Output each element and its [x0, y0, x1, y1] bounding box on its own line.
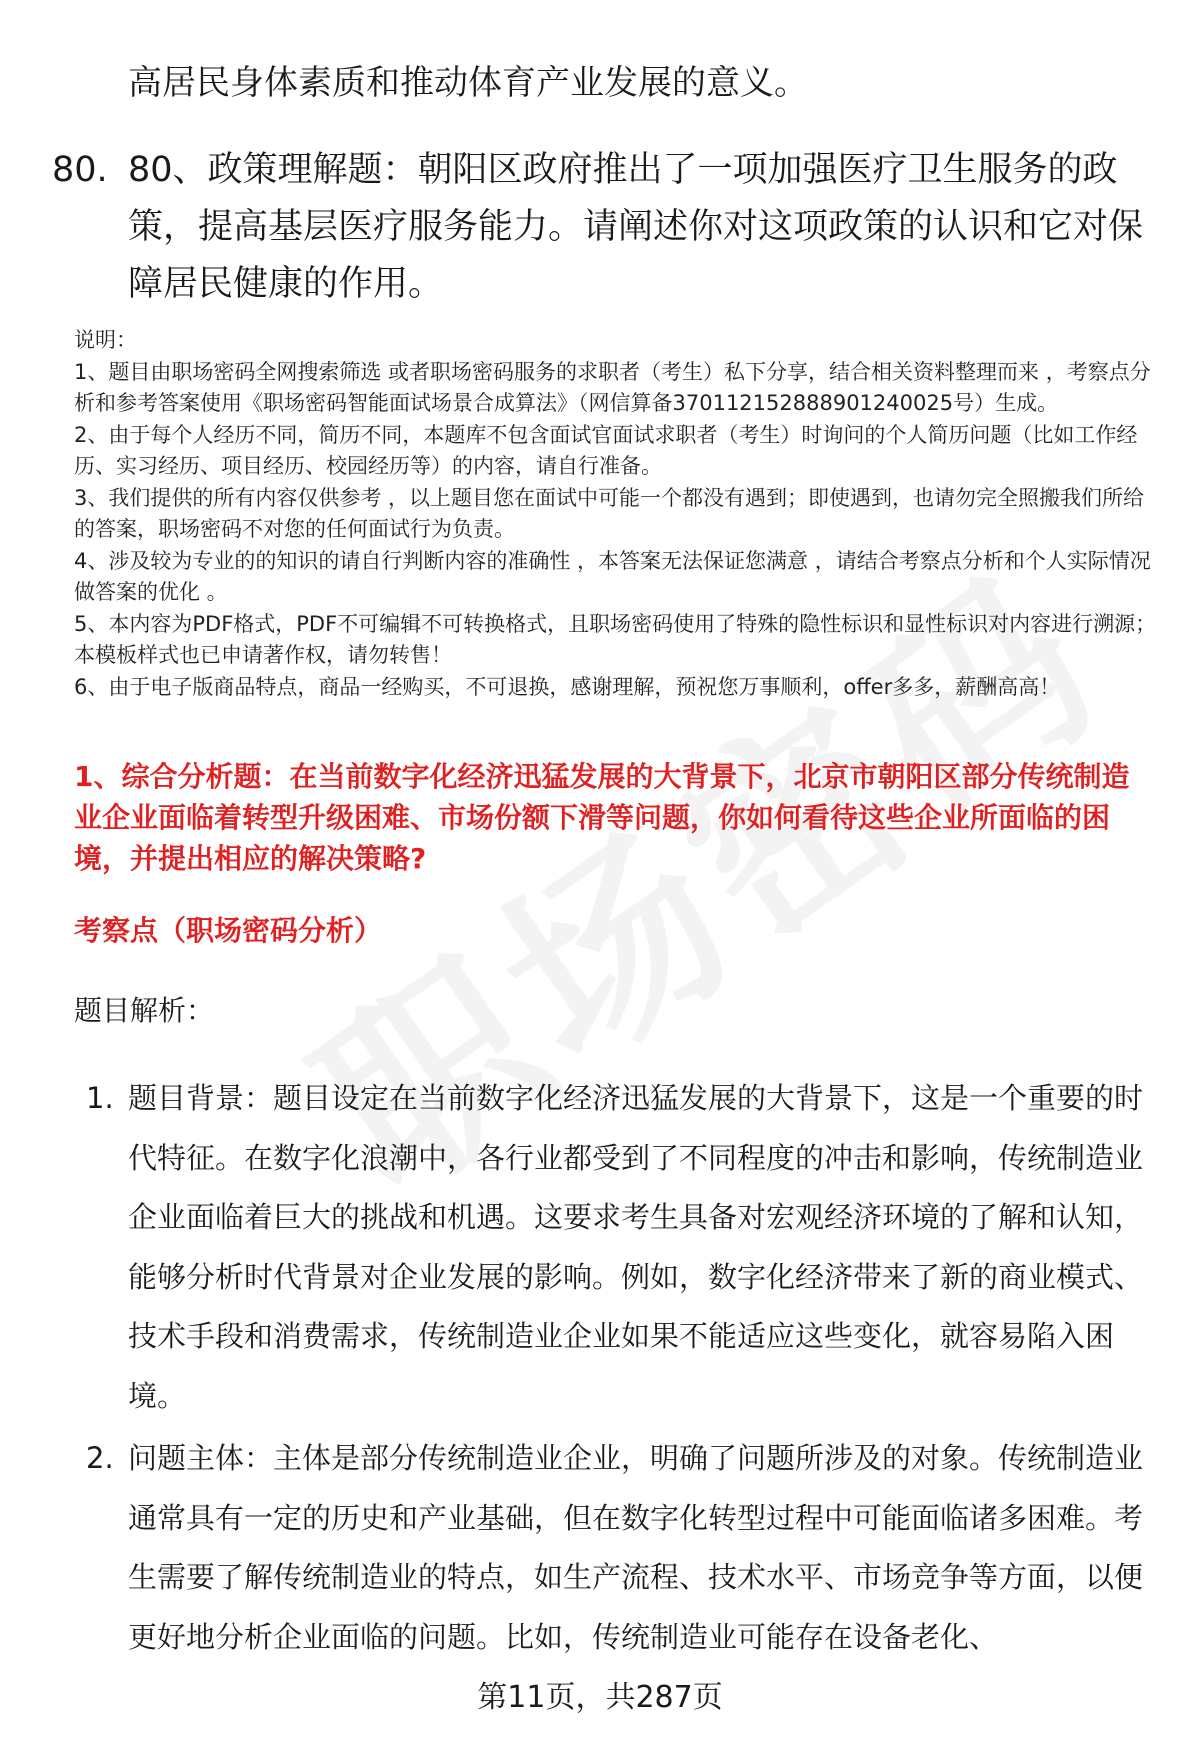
exam-point-heading: 考察点（职场密码分析） [74, 914, 383, 947]
note-item: 4、涉及较为专业的的知识的请自行判断内容的准确性 ，本答案无法保证您满意 ，请结合考察点分析和个人实际情况做答案的优化 。 [74, 548, 1151, 604]
analysis-item-text: 问题主体：主体是部分传统制造业企业，明确了问题所涉及的对象。传统制造业通常具有一定的历史和产业基础，但在数字化转型过程中可能面临诸多困难。考生需要了解传统制造业的特点，如生产流程、技术水平、市场竞争等方面，以便更好地分析企业面临的问题。比如，传统制造业可能存在设备老化、 [128, 1441, 1144, 1654]
page-footer: 第11页，共287页 [477, 1680, 723, 1715]
question-number: 80. [52, 150, 108, 190]
question-1-title: 1、综合分析题：在当前数字化经济迅猛发展的大背景下，北京市朝阳区部分传统制造业企业面临着转型升级困难、市场份额下滑等问题，你如何看待这些企业所面临的困境，并提出相应的解决策略? [74, 760, 1130, 875]
analysis-item-text: 题目背景：题目设定在当前数字化经济迅猛发展的大背景下，这是一个重要的时代特征。在数字化浪潮中，各行业都受到了不同程度的冲击和影响，传统制造业企业面临着巨大的挑战和机遇。这要求考生具备对宏观经济环境的了解和认知，能够分析时代背景对企业发展的影响。例如，数字化经济带来了新的商业模式、技术手段和消费需求，传统制造业企业如果不能适应这些变化，就容易陷入困境。 [128, 1081, 1144, 1413]
question-text: 80、政策理解题：朝阳区政府推出了一项加强医疗卫生服务的政策，提高基层医疗服务能力。请阐述你对这项政策的认识和它对保障居民健康的作用。 [128, 150, 1144, 304]
note-item: 1、题目由职场密码全网搜索筛选 或者职场密码服务的求职者（考生）私下分享，结合相关资料整理而来 ，考察点分析和参考答案使用《职场密码智能面试场景合成算法》（网信算备370112152888901240025号）生成。 [74, 359, 1151, 415]
continuation-text: 高居民身体素质和推动体育产业发展的意义。 [128, 63, 808, 103]
analysis-item-number: 2. [86, 1441, 114, 1475]
notes-section [74, 325, 1164, 703]
note-item: 6、由于电子版商品特点，商品一经购买，不可退换，感谢理解，预祝您万事顺利，offer多多，薪酬高高！ [74, 674, 1061, 699]
question-80 [52, 142, 1152, 313]
analysis-item-number: 1. [86, 1081, 114, 1115]
note-item: 5、本内容为PDF格式，PDF不可编辑不可转换格式，且职场密码使用了特殊的隐性标识和显性标识对内容进行溯源；本模板样式也已申请著作权，请勿转售！ [74, 611, 1157, 667]
analysis-heading: 题目解析： [74, 994, 215, 1027]
notes-heading: 说明： [74, 328, 137, 352]
analysis-item [74, 1069, 1144, 1426]
note-item: 3、我们提供的所有内容仅供参考 ，以上题目您在面试中可能一个都没有遇到；即使遇到，也请勿完全照搬我们所给的答案，职场密码不对您的任何面试行为负责。 [74, 485, 1145, 541]
note-item: 2、由于每个人经历不同，简历不同，本题库不包含面试官面试求职者（考生）时询问的个人简历问题（比如工作经历、实习经历、项目经历、校园经历等）的内容，请自行准备。 [74, 422, 1138, 478]
analysis-item [74, 1429, 1144, 1667]
analysis-list [74, 1069, 1144, 1667]
